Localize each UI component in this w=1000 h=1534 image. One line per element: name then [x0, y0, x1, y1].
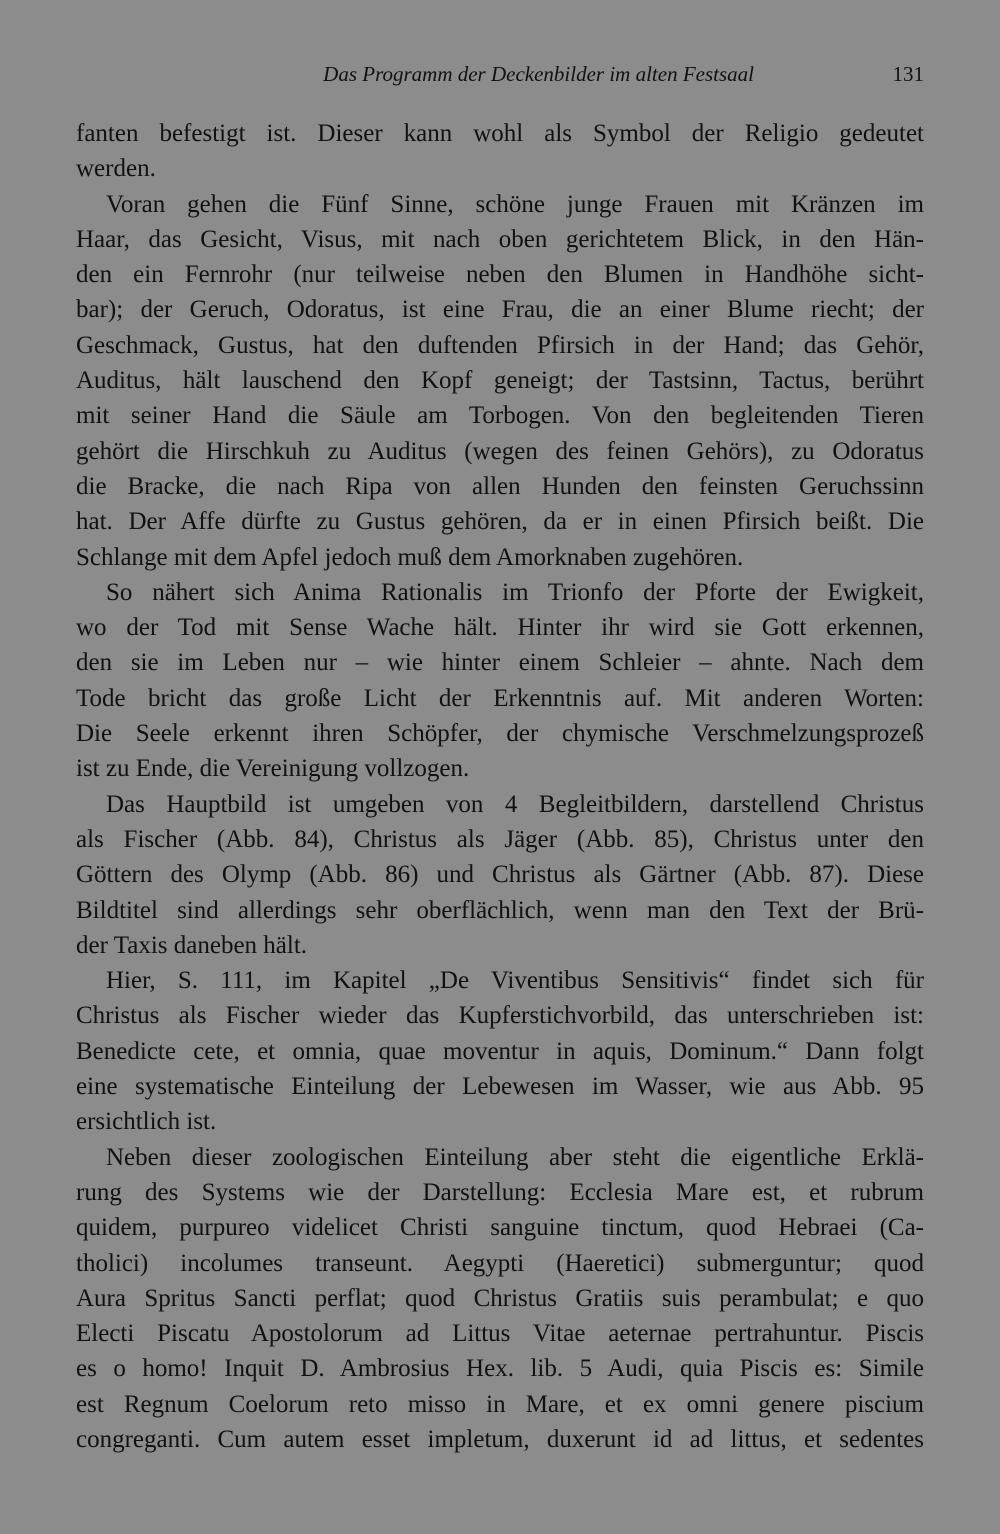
page-number: 131: [892, 62, 924, 86]
text-line: Voran gehen die Fünf Sinne, schöne junge Frauen mit Kränzen im: [106, 190, 924, 218]
text-line: ersichtlich ist.: [76, 1108, 217, 1136]
text-line: Neben dieser zoologischen Einteilung aber steht die eigentliche Erklä-: [106, 1143, 924, 1171]
body-text: [76, 116, 924, 1457]
text-line: Auditus, hält lauschend den Kopf geneigt; der Tastsinn, Tactus, berührt: [76, 367, 924, 395]
text-line: Geschmack, Gustus, hat den duftenden Pfirsich in der Hand; das Gehör,: [76, 331, 924, 359]
text-line: tholici) incolumes transeunt. Aegypti (Haeretici) submerguntur; quod: [76, 1249, 924, 1277]
text-line: wo der Tod mit Sense Wache hält. Hinter ihr wird sie Gott erkennen,: [76, 614, 924, 642]
text-line: den sie im Leben nur – wie hinter einem Schleier – ahnte. Nach dem: [76, 649, 924, 677]
text-line: Bildtitel sind allerdings sehr oberflächlich, wenn man den Text der Brü-: [76, 896, 924, 924]
text-line: die Bracke, die nach Ripa von allen Hunden den feinsten Geruchssinn: [76, 472, 924, 500]
text-line: der Taxis daneben hält.: [76, 931, 308, 959]
text-line: Das Hauptbild ist umgeben von 4 Begleitbildern, darstellend Christus: [106, 790, 924, 818]
text-line: Tode bricht das große Licht der Erkenntnis auf. Mit anderen Worten:: [76, 684, 924, 712]
text-line: es o homo! Inquit D. Ambrosius Hex. lib. 5 Audi, quia Piscis es: Simile: [76, 1355, 924, 1383]
text-line: bar); der Geruch, Odoratus, ist eine Frau, die an einer Blume riecht; der: [76, 296, 924, 324]
text-line: quidem, purpureo videlicet Christi sanguine tinctum, quod Hebraei (Ca-: [76, 1214, 924, 1242]
text-line: Christus als Fischer wieder das Kupferstichvorbild, das unterschrieben ist:: [76, 1002, 924, 1030]
text-line: Die Seele erkennt ihren Schöpfer, der chymische Verschmelzungsprozeß: [76, 720, 924, 748]
text-line: Aura Spritus Sancti perflat; quod Christus Gratiis suis perambulat; e quo: [76, 1284, 924, 1312]
text-line: Electi Piscatu Apostolorum ad Littus Vitae aeternae pertrahuntur. Piscis: [76, 1320, 924, 1348]
text-line: est Regnum Coelorum reto misso in Mare, et ex omni genere piscium: [76, 1390, 924, 1418]
text-line: Göttern des Olymp (Abb. 86) und Christus als Gärtner (Abb. 87). Diese: [76, 861, 924, 889]
text-line: gehört die Hirschkuh zu Auditus (wegen des feinen Gehörs), zu Odoratus: [76, 437, 924, 465]
text-line: werden.: [76, 155, 156, 183]
text-line: Benedicte cete, et omnia, quae moventur in aquis, Dominum.“ Dann folgt: [76, 1037, 924, 1065]
text-line: eine systematische Einteilung der Lebewesen im Wasser, wie aus Abb. 95: [76, 1073, 924, 1101]
text-line: den ein Fernrohr (nur teilweise neben den Blumen in Handhöhe sicht-: [76, 261, 924, 289]
text-line: als Fischer (Abb. 84), Christus als Jäger (Abb. 85), Christus unter den: [76, 825, 924, 853]
text-line: So nähert sich Anima Rationalis im Trionfo der Pforte der Ewigkeit,: [106, 578, 924, 606]
running-head: [76, 62, 924, 92]
text-line: Schlange mit dem Apfel jedoch muß dem Amorknaben zugehören.: [76, 543, 744, 571]
text-line: hat. Der Affe dürfte zu Gustus gehören, da er in einen Pfirsich beißt. Die: [76, 508, 924, 536]
text-line: ist zu Ende, die Vereinigung vollzogen.: [76, 755, 470, 783]
text-line: rung des Systems wie der Darstellung: Ecclesia Mare est, et rubrum: [76, 1178, 924, 1206]
text-line: Hier, S. 111, im Kapitel „De Viventibus Sensitivis“ findet sich für: [106, 967, 924, 995]
text-line: Haar, das Gesicht, Visus, mit nach oben gerichtetem Blick, in den Hän-: [76, 225, 924, 253]
text-line: congreganti. Cum autem esset impletum, duxerunt id ad littus, et sedentes: [76, 1425, 924, 1453]
text-line: fanten befestigt ist. Dieser kann wohl als Symbol der Religio gedeutet: [76, 120, 924, 147]
running-title: Das Programm der Deckenbilder im alten Festsaal: [323, 62, 754, 86]
text-line: mit seiner Hand die Säule am Torbogen. Von den begleitenden Tieren: [76, 402, 924, 430]
